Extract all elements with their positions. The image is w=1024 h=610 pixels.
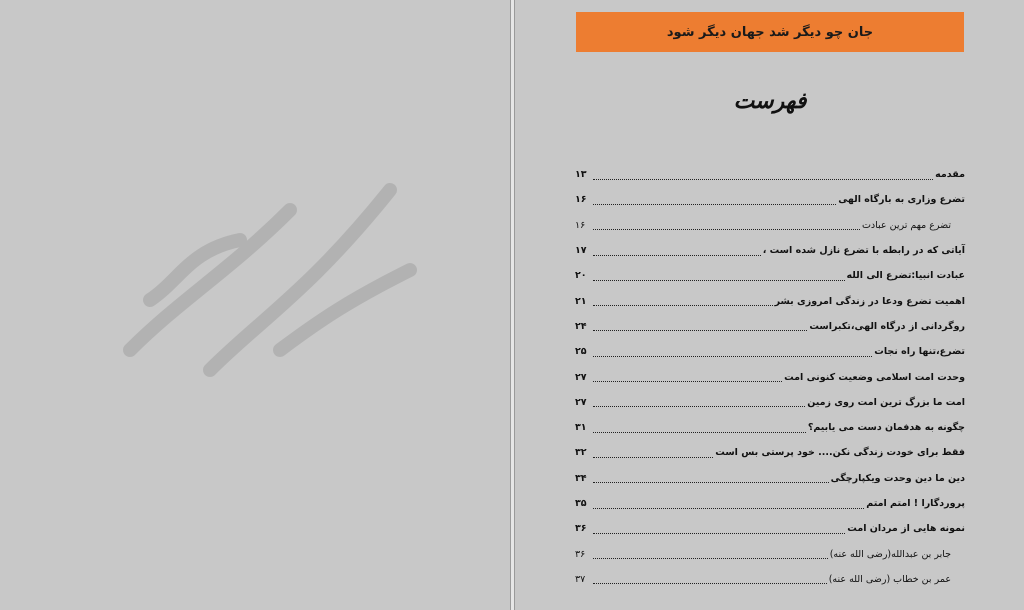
left-page [0, 0, 511, 610]
toc-entry-title: عبادت انبیا:تضرع الی الله [846, 270, 965, 282]
toc-entry[interactable] [575, 390, 965, 415]
dot-leader [593, 329, 807, 331]
dot-leader [593, 178, 933, 180]
toc-entry-title: تضرع،تنها راه نجات [874, 346, 965, 358]
dot-leader [593, 557, 828, 559]
toc-entry[interactable] [575, 491, 965, 516]
toc-entry[interactable] [575, 213, 965, 238]
dot-leader [593, 304, 773, 306]
toc-entry-page: ۳۴ [575, 472, 587, 484]
toc-entry-page: ۲۴ [575, 320, 587, 332]
dot-leader [593, 254, 761, 256]
dot-leader [593, 507, 864, 509]
toc-entry[interactable] [575, 288, 965, 313]
toc-entry[interactable] [575, 187, 965, 212]
toc-entry-title: وحدت امت اسلامی وضعیت کنونی امت [784, 371, 965, 383]
toc-entry-page: ۲۷ [575, 371, 587, 383]
dot-leader [593, 228, 860, 230]
dot-leader [593, 431, 806, 433]
dot-leader [593, 203, 836, 205]
toc-entry-page: ۳۱ [575, 422, 587, 434]
toc-entry-title: تضرع مهم ترین عبادت [861, 219, 951, 231]
toc-entry-page: ۳۲ [575, 447, 587, 459]
toc-entry[interactable] [575, 415, 965, 440]
table-of-contents [575, 162, 965, 592]
toc-title: فهرست [733, 88, 807, 114]
toc-entry-page: ۳۷ [575, 573, 586, 585]
toc-entry[interactable] [575, 238, 965, 263]
toc-entry[interactable] [575, 516, 965, 541]
toc-entry-title: نمونه هایی از مردان امت [847, 523, 965, 535]
dot-leader [593, 582, 827, 584]
toc-entry-title: آیاتی که در رابطه با تضرع نازل شده است ، [762, 245, 965, 257]
toc-entry-page: ۳۶ [575, 523, 587, 535]
toc-entry-page: ۲۷ [575, 396, 587, 408]
toc-entry[interactable] [575, 466, 965, 491]
right-page [514, 0, 1024, 610]
dot-leader [593, 532, 845, 534]
toc-entry-title: روگردانی از درگاه الهی،تکبراست [809, 320, 965, 332]
dot-leader [593, 279, 845, 281]
running-header: جان چو دیگر شد جهان دیگر شود [576, 12, 964, 52]
toc-entry-page: ۲۵ [575, 346, 587, 358]
toc-entry[interactable] [575, 567, 965, 592]
toc-entry[interactable] [575, 339, 965, 364]
toc-entry[interactable] [575, 440, 965, 465]
dot-leader [593, 405, 805, 407]
toc-entry-title: پروردگارا ! امتم امتم [866, 498, 965, 509]
toc-entry[interactable] [575, 314, 965, 339]
toc-entry-title: امت ما بزرگ ترین امت روی زمین [807, 396, 965, 408]
toc-entry-title: دین ما دین وحدت ویکپارچگی [830, 472, 965, 484]
toc-entry-page: ۲۰ [575, 270, 587, 282]
toc-entry-page: ۳۵ [575, 498, 587, 509]
watermark-calligraphy [90, 150, 450, 390]
toc-entry-title: اهمیت تضرع ودعا در زندگی امروزی بشر [774, 295, 965, 307]
toc-entry-title: فقط برای خودت زندگی نکن.... خود پرستی بس است [715, 447, 965, 459]
toc-entry-page: ۲۱ [575, 295, 587, 307]
toc-entry-title: مقدمه [935, 169, 965, 181]
toc-entry[interactable] [575, 541, 965, 566]
toc-entry-title: تضرع وزاری به بارگاه الهی [838, 194, 965, 206]
toc-entry-title: جابر بن عبدالله(رضی الله عنه) [829, 548, 951, 560]
dot-leader [593, 355, 872, 357]
toc-entry-page: ۱۳ [575, 169, 587, 181]
toc-entry-page: ۱۷ [575, 245, 587, 257]
toc-entry[interactable] [575, 364, 965, 389]
toc-entry-page: ۱۶ [575, 219, 586, 231]
toc-entry-page: ۳۶ [575, 548, 586, 560]
dot-leader [593, 456, 713, 458]
dot-leader [593, 481, 829, 483]
toc-entry[interactable] [575, 263, 965, 288]
toc-entry[interactable] [575, 162, 965, 187]
dot-leader [593, 380, 782, 382]
toc-entry-title: عمر بن خطاب (رضی الله عنه) [828, 573, 951, 585]
toc-entry-title: چگونه به هدفمان دست می یابیم؟ [807, 422, 965, 434]
toc-entry-page: ۱۶ [575, 194, 587, 206]
